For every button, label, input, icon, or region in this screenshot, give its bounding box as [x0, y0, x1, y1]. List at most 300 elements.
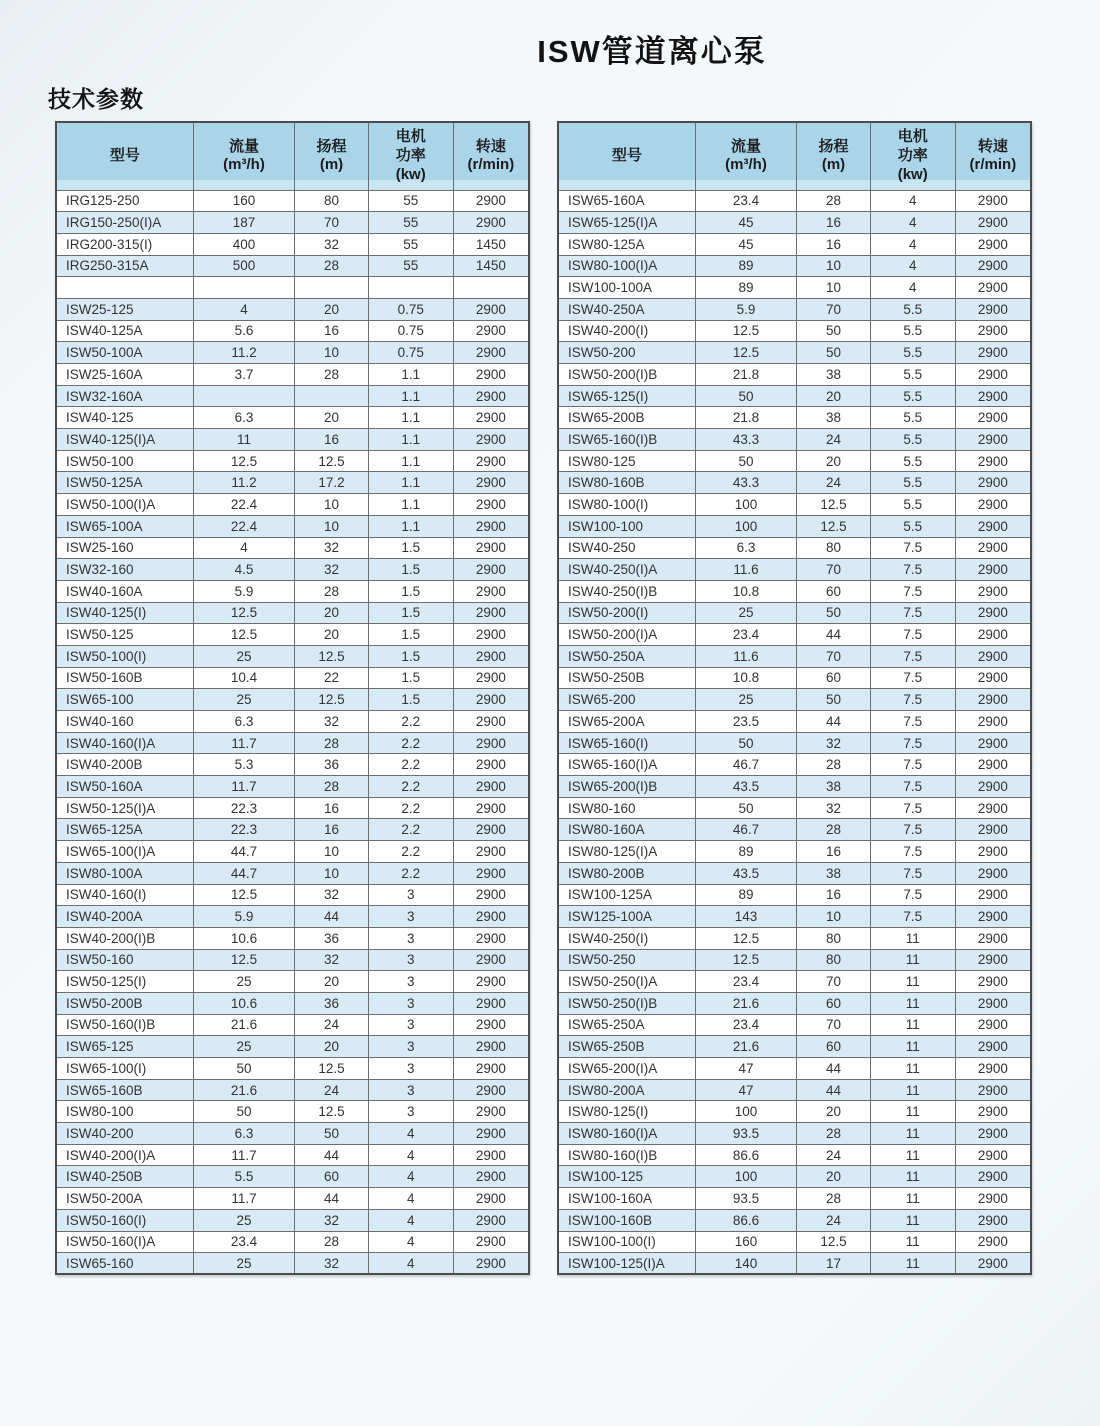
power-cell: 4 — [870, 277, 955, 299]
flow-cell: 89 — [695, 841, 797, 863]
power-cell: 3 — [368, 1058, 453, 1080]
table-row — [558, 992, 1031, 1014]
head-cell: 28 — [295, 580, 368, 602]
table-row — [558, 255, 1031, 277]
flow-cell: 4 — [193, 298, 295, 320]
head-cell: 44 — [797, 1058, 870, 1080]
speed-cell: 1450 — [453, 233, 529, 255]
table-row — [558, 711, 1031, 733]
head-cell: 70 — [797, 559, 870, 581]
power-cell: 11 — [870, 1166, 955, 1188]
speed-cell: 2900 — [955, 797, 1031, 819]
power-cell: 1.5 — [368, 580, 453, 602]
flow-cell: 44.7 — [193, 862, 295, 884]
model-cell: ISW65-160 — [56, 1253, 193, 1275]
table-row — [56, 212, 529, 234]
speed-cell: 2900 — [955, 1014, 1031, 1036]
col-header-flow-unit: (m³/h) — [725, 156, 767, 174]
flow-cell: 11 — [193, 429, 295, 451]
head-cell: 16 — [295, 320, 368, 342]
table-row — [56, 602, 529, 624]
power-cell: 4 — [368, 1123, 453, 1145]
head-cell — [295, 385, 368, 407]
speed-cell: 2900 — [955, 1036, 1031, 1058]
flow-cell: 143 — [695, 906, 797, 928]
head-cell: 20 — [797, 385, 870, 407]
power-cell: 4 — [368, 1253, 453, 1275]
power-cell: 4 — [368, 1231, 453, 1253]
model-cell: ISW50-250(I)B — [558, 992, 695, 1014]
model-cell: ISW40-125(I)A — [56, 429, 193, 451]
power-cell: 3 — [368, 927, 453, 949]
col-header-head-label: 扬程 — [818, 137, 849, 155]
model-cell: ISW40-200B — [56, 754, 193, 776]
speed-cell: 2900 — [453, 1101, 529, 1123]
speed-cell: 2900 — [955, 233, 1031, 255]
model-cell: ISW40-160(I) — [56, 884, 193, 906]
table-row — [558, 667, 1031, 689]
flow-cell: 12.5 — [193, 949, 295, 971]
head-cell: 16 — [797, 233, 870, 255]
head-cell: 36 — [295, 927, 368, 949]
model-cell: ISW50-250(I)A — [558, 971, 695, 993]
head-cell: 32 — [797, 732, 870, 754]
flow-cell: 93.5 — [695, 1123, 797, 1145]
table-row — [56, 884, 529, 906]
power-cell: 1.1 — [368, 450, 453, 472]
flow-cell: 22.3 — [193, 819, 295, 841]
section-title: 技术参数 — [48, 86, 144, 112]
head-cell: 24 — [797, 429, 870, 451]
head-cell: 44 — [797, 1079, 870, 1101]
speed-cell: 2900 — [955, 732, 1031, 754]
head-cell: 32 — [295, 949, 368, 971]
col-header-power — [870, 122, 955, 190]
flow-cell: 187 — [193, 212, 295, 234]
table-row — [56, 1231, 529, 1253]
speed-cell: 2900 — [955, 407, 1031, 429]
head-cell: 32 — [295, 559, 368, 581]
speed-cell: 2900 — [453, 559, 529, 581]
head-cell: 12.5 — [295, 645, 368, 667]
power-cell: 1.5 — [368, 537, 453, 559]
col-header-head-unit: (m) — [319, 156, 344, 174]
flow-cell: 160 — [193, 190, 295, 212]
speed-cell: 2900 — [453, 407, 529, 429]
col-header-power-label: 电机功率 — [897, 128, 928, 164]
model-cell: ISW32-160A — [56, 385, 193, 407]
power-cell: 11 — [870, 992, 955, 1014]
speed-cell: 2900 — [955, 450, 1031, 472]
power-cell: 4 — [368, 1166, 453, 1188]
model-cell: ISW40-200A — [56, 906, 193, 928]
model-cell: ISW25-160A — [56, 364, 193, 386]
flow-cell: 50 — [695, 732, 797, 754]
table-header-left — [56, 122, 529, 190]
power-cell: 1.5 — [368, 602, 453, 624]
model-cell: ISW50-200(I)B — [558, 364, 695, 386]
power-cell: 1.5 — [368, 624, 453, 646]
table-row — [558, 1166, 1031, 1188]
speed-cell: 2900 — [955, 884, 1031, 906]
table-row — [558, 212, 1031, 234]
power-cell: 3 — [368, 906, 453, 928]
model-cell: ISW50-100 — [56, 450, 193, 472]
flow-cell: 11.7 — [193, 1144, 295, 1166]
model-cell: IRG150-250(I)A — [56, 212, 193, 234]
head-cell: 32 — [295, 1253, 368, 1275]
model-cell: ISW100-160B — [558, 1209, 695, 1231]
model-cell: ISW40-200(I)B — [56, 927, 193, 949]
table-row — [56, 342, 529, 364]
power-cell: 1.1 — [368, 429, 453, 451]
power-cell: 7.5 — [870, 602, 955, 624]
head-cell: 17.2 — [295, 472, 368, 494]
speed-cell: 2900 — [955, 992, 1031, 1014]
header-row — [56, 122, 529, 190]
col-header-head — [797, 122, 870, 190]
power-cell: 5.5 — [870, 407, 955, 429]
table-row — [558, 645, 1031, 667]
speed-cell: 2900 — [453, 754, 529, 776]
flow-cell: 10.8 — [695, 580, 797, 602]
speed-cell: 2900 — [955, 1188, 1031, 1210]
power-cell: 2.2 — [368, 732, 453, 754]
power-cell: 7.5 — [870, 624, 955, 646]
speed-cell: 2900 — [453, 1014, 529, 1036]
table-row — [558, 233, 1031, 255]
power-cell: 0.75 — [368, 298, 453, 320]
head-cell: 32 — [797, 797, 870, 819]
flow-cell: 160 — [695, 1231, 797, 1253]
power-cell: 2.2 — [368, 754, 453, 776]
head-cell: 20 — [295, 1036, 368, 1058]
model-cell: ISW65-125(I)A — [558, 212, 695, 234]
power-cell: 11 — [870, 1188, 955, 1210]
speed-cell: 2900 — [955, 949, 1031, 971]
head-cell: 50 — [295, 1123, 368, 1145]
table-row — [56, 971, 529, 993]
flow-cell — [193, 277, 295, 299]
speed-cell: 2900 — [955, 429, 1031, 451]
speed-cell: 2900 — [955, 364, 1031, 386]
table-row — [558, 1014, 1031, 1036]
flow-cell: 4.5 — [193, 559, 295, 581]
head-cell: 10 — [797, 906, 870, 928]
speed-cell: 2900 — [453, 364, 529, 386]
model-cell: ISW50-125(I)A — [56, 797, 193, 819]
power-cell: 1.1 — [368, 515, 453, 537]
power-cell: 3 — [368, 1101, 453, 1123]
model-cell: ISW80-125(I) — [558, 1101, 695, 1123]
table-row — [558, 385, 1031, 407]
col-header-head-unit: (m) — [821, 156, 846, 174]
table-row — [558, 1209, 1031, 1231]
power-cell: 11 — [870, 1123, 955, 1145]
flow-cell: 21.6 — [695, 992, 797, 1014]
speed-cell: 2900 — [955, 1144, 1031, 1166]
model-cell: IRG250-315A — [56, 255, 193, 277]
head-cell: 38 — [797, 364, 870, 386]
speed-cell: 2900 — [955, 212, 1031, 234]
table-row — [558, 754, 1031, 776]
table-row — [558, 1188, 1031, 1210]
speed-cell: 2900 — [955, 1253, 1031, 1275]
table-row — [56, 1101, 529, 1123]
head-cell: 32 — [295, 711, 368, 733]
table-row — [558, 190, 1031, 212]
head-cell: 80 — [295, 190, 368, 212]
model-cell: ISW50-100(I)A — [56, 494, 193, 516]
speed-cell: 2900 — [453, 841, 529, 863]
speed-cell: 2900 — [955, 1166, 1031, 1188]
power-cell: 2.2 — [368, 711, 453, 733]
model-cell: ISW40-125 — [56, 407, 193, 429]
flow-cell: 50 — [695, 797, 797, 819]
head-cell: 10 — [295, 862, 368, 884]
table-row — [558, 277, 1031, 299]
model-cell: ISW80-160B — [558, 472, 695, 494]
model-cell: ISW65-125 — [56, 1036, 193, 1058]
speed-cell: 2900 — [453, 689, 529, 711]
model-cell: ISW65-125(I) — [558, 385, 695, 407]
table-row — [56, 1166, 529, 1188]
head-cell: 50 — [797, 602, 870, 624]
model-cell: ISW50-160 — [56, 949, 193, 971]
table-header-right — [558, 122, 1031, 190]
model-cell: ISW80-200A — [558, 1079, 695, 1101]
speed-cell: 2900 — [453, 971, 529, 993]
head-cell: 12.5 — [797, 1231, 870, 1253]
flow-cell: 89 — [695, 884, 797, 906]
speed-cell: 2900 — [453, 450, 529, 472]
flow-cell: 25 — [193, 645, 295, 667]
flow-cell: 21.6 — [695, 1036, 797, 1058]
model-cell: ISW65-200A — [558, 711, 695, 733]
power-cell: 7.5 — [870, 797, 955, 819]
table-row — [558, 797, 1031, 819]
head-cell: 32 — [295, 884, 368, 906]
power-cell: 7.5 — [870, 776, 955, 798]
speed-cell: 2900 — [453, 949, 529, 971]
speed-cell: 2900 — [453, 1036, 529, 1058]
head-cell: 24 — [295, 1079, 368, 1101]
power-cell: 55 — [368, 212, 453, 234]
speed-cell: 2900 — [453, 624, 529, 646]
table-row — [558, 1079, 1031, 1101]
head-cell: 10 — [797, 277, 870, 299]
catalog-page — [0, 26, 1100, 1426]
speed-cell: 2900 — [955, 667, 1031, 689]
power-cell: 2.2 — [368, 776, 453, 798]
col-header-speed-unit: (r/min) — [467, 156, 515, 174]
flow-cell: 10.6 — [193, 927, 295, 949]
table-row — [56, 537, 529, 559]
flow-cell: 45 — [695, 212, 797, 234]
flow-cell: 44.7 — [193, 841, 295, 863]
table-row — [56, 754, 529, 776]
power-cell: 11 — [870, 1101, 955, 1123]
speed-cell: 2900 — [955, 776, 1031, 798]
model-cell: ISW40-200 — [56, 1123, 193, 1145]
speed-cell: 2900 — [453, 537, 529, 559]
table-row — [56, 385, 529, 407]
flow-cell: 5.9 — [695, 298, 797, 320]
power-cell: 7.5 — [870, 711, 955, 733]
model-cell: ISW65-200B — [558, 407, 695, 429]
power-cell: 1.5 — [368, 645, 453, 667]
speed-cell: 2900 — [453, 190, 529, 212]
head-cell: 20 — [295, 407, 368, 429]
speed-cell: 2900 — [955, 711, 1031, 733]
power-cell: 0.75 — [368, 320, 453, 342]
flow-cell: 11.2 — [193, 342, 295, 364]
head-cell: 20 — [295, 602, 368, 624]
flow-cell: 23.4 — [695, 190, 797, 212]
power-cell: 55 — [368, 233, 453, 255]
power-cell: 55 — [368, 190, 453, 212]
head-cell: 20 — [295, 971, 368, 993]
model-cell: ISW65-160(I) — [558, 732, 695, 754]
head-cell: 12.5 — [797, 494, 870, 516]
head-cell: 60 — [797, 992, 870, 1014]
flow-cell: 100 — [695, 494, 797, 516]
head-cell: 44 — [295, 1144, 368, 1166]
col-header-model-label: 型号 — [611, 146, 642, 164]
head-cell: 24 — [797, 472, 870, 494]
model-cell: ISW50-200(I)A — [558, 624, 695, 646]
head-cell: 20 — [797, 450, 870, 472]
model-cell: ISW65-250A — [558, 1014, 695, 1036]
model-cell: ISW50-160A — [56, 776, 193, 798]
col-header-head — [295, 122, 368, 190]
power-cell: 4 — [368, 1188, 453, 1210]
flow-cell: 12.5 — [193, 884, 295, 906]
col-header-speed-label: 转速 — [977, 137, 1008, 155]
head-cell: 28 — [295, 732, 368, 754]
flow-cell: 5.9 — [193, 906, 295, 928]
model-cell: ISW65-200(I)B — [558, 776, 695, 798]
speed-cell: 2900 — [955, 580, 1031, 602]
power-cell: 7.5 — [870, 906, 955, 928]
power-cell: 1.1 — [368, 407, 453, 429]
power-cell: 11 — [870, 1253, 955, 1275]
col-header-flow — [193, 122, 295, 190]
col-header-power-unit: (kw) — [395, 165, 426, 183]
flow-cell: 50 — [193, 1101, 295, 1123]
model-cell: ISW40-125(I) — [56, 602, 193, 624]
power-cell: 4 — [870, 190, 955, 212]
head-cell: 10 — [295, 342, 368, 364]
table-row — [56, 862, 529, 884]
model-cell: ISW80-160(I)B — [558, 1144, 695, 1166]
speed-cell: 1450 — [453, 255, 529, 277]
power-cell: 7.5 — [870, 537, 955, 559]
power-cell: 55 — [368, 255, 453, 277]
flow-cell: 86.6 — [695, 1144, 797, 1166]
col-header-power — [368, 122, 453, 190]
table-row — [558, 472, 1031, 494]
table-row — [558, 602, 1031, 624]
table-row — [56, 1058, 529, 1080]
power-cell: 7.5 — [870, 559, 955, 581]
table-row — [558, 927, 1031, 949]
table-row — [56, 1036, 529, 1058]
speed-cell: 2900 — [955, 689, 1031, 711]
power-cell: 11 — [870, 1058, 955, 1080]
head-cell: 50 — [797, 320, 870, 342]
table-row — [558, 971, 1031, 993]
power-cell: 3 — [368, 992, 453, 1014]
table-row — [56, 1209, 529, 1231]
head-cell: 28 — [797, 190, 870, 212]
model-cell: ISW100-160A — [558, 1188, 695, 1210]
speed-cell: 2900 — [955, 1123, 1031, 1145]
power-cell: 5.5 — [870, 385, 955, 407]
model-cell: ISW65-100 — [56, 689, 193, 711]
table-row — [558, 776, 1031, 798]
model-cell: ISW40-250(I)B — [558, 580, 695, 602]
table-row — [558, 689, 1031, 711]
flow-cell: 23.4 — [193, 1231, 295, 1253]
head-cell: 12.5 — [295, 450, 368, 472]
table-row — [56, 580, 529, 602]
model-cell: ISW40-250A — [558, 298, 695, 320]
header-row — [558, 122, 1031, 190]
speed-cell: 2900 — [453, 580, 529, 602]
flow-cell: 45 — [695, 233, 797, 255]
model-cell: ISW50-125A — [56, 472, 193, 494]
power-cell: 7.5 — [870, 667, 955, 689]
model-cell: ISW50-100(I) — [56, 645, 193, 667]
flow-cell: 43.5 — [695, 776, 797, 798]
table-row — [56, 1014, 529, 1036]
table-row — [56, 320, 529, 342]
model-cell: ISW50-160B — [56, 667, 193, 689]
speed-cell: 2900 — [453, 602, 529, 624]
table-row — [56, 1253, 529, 1275]
table-row — [558, 1036, 1031, 1058]
col-header-model — [558, 122, 695, 190]
speed-cell: 2900 — [955, 537, 1031, 559]
table-row — [558, 949, 1031, 971]
model-cell: IRG125-250 — [56, 190, 193, 212]
power-cell: 11 — [870, 1231, 955, 1253]
flow-cell: 500 — [193, 255, 295, 277]
head-cell: 28 — [797, 819, 870, 841]
speed-cell: 2900 — [453, 1253, 529, 1275]
flow-cell: 22.4 — [193, 515, 295, 537]
model-cell: ISW50-100A — [56, 342, 193, 364]
speed-cell: 2900 — [955, 277, 1031, 299]
power-cell: 1.1 — [368, 494, 453, 516]
speed-cell: 2900 — [453, 797, 529, 819]
head-cell: 80 — [797, 537, 870, 559]
speed-cell: 2900 — [453, 342, 529, 364]
head-cell: 12.5 — [295, 689, 368, 711]
model-cell: ISW80-160A — [558, 819, 695, 841]
head-cell: 60 — [797, 580, 870, 602]
head-cell: 50 — [797, 689, 870, 711]
col-header-model-label: 型号 — [109, 146, 140, 164]
power-cell: 7.5 — [870, 645, 955, 667]
power-cell: 7.5 — [870, 819, 955, 841]
speed-cell: 2900 — [955, 1079, 1031, 1101]
power-cell: 3 — [368, 949, 453, 971]
flow-cell: 22.3 — [193, 797, 295, 819]
speed-cell: 2900 — [955, 841, 1031, 863]
flow-cell: 47 — [695, 1079, 797, 1101]
